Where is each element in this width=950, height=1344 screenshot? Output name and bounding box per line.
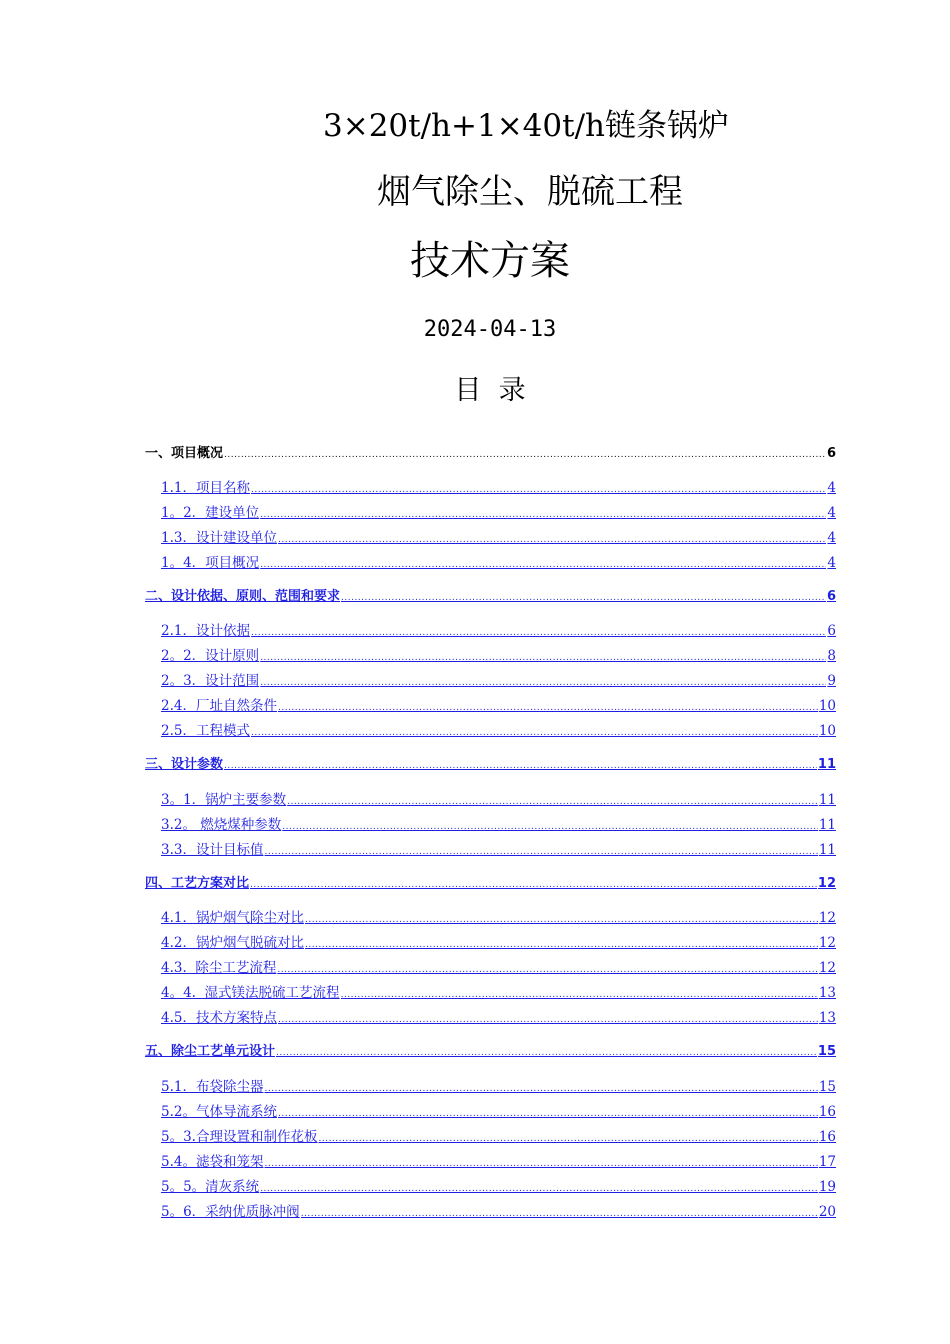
toc-page-number: 19: [818, 1179, 836, 1195]
toc-label: 5。3.合理设置和制作花板: [161, 1129, 318, 1145]
toc-label: 2。3．设计范围: [161, 673, 260, 689]
toc-entry-2-4[interactable]: [161, 697, 836, 715]
toc-entry-5-1[interactable]: [161, 1078, 836, 1096]
toc-entry-4-2[interactable]: [161, 934, 836, 952]
toc-entry-4-5[interactable]: [161, 1009, 836, 1027]
toc-entry-4-1[interactable]: [161, 909, 836, 927]
toc-leader: [264, 841, 817, 861]
toc-label: 5。5。清灰系统: [161, 1179, 260, 1195]
toc-label: 1.3．设计建设单位: [161, 530, 277, 546]
toc-leader: [341, 984, 818, 1004]
toc-leader: [277, 959, 817, 979]
toc-leader: [341, 588, 826, 607]
toc-label: 2。2．设计原则: [161, 648, 260, 664]
toc-page-number: 16: [818, 1129, 836, 1145]
toc-heading: 目 录: [454, 375, 526, 406]
toc-entry-1-2[interactable]: [161, 504, 836, 522]
toc-label: 5.2。气体导流系统: [161, 1104, 277, 1120]
toc-leader: [278, 1103, 818, 1123]
toc-entry-3-3[interactable]: [161, 841, 836, 859]
toc-entry-1-3[interactable]: [161, 529, 836, 547]
toc-entry-5-5[interactable]: [161, 1178, 836, 1196]
toc-label: 五、除尘工艺单元设计: [145, 1044, 276, 1059]
toc-entry-3-2[interactable]: [161, 816, 836, 834]
toc-page-number: 12: [818, 910, 836, 926]
toc-leader: [305, 934, 818, 954]
toc-entry-3-1[interactable]: [161, 791, 836, 809]
toc-page-number: 4: [827, 480, 836, 496]
toc-leader: [260, 672, 826, 692]
toc-page-number: 12: [817, 876, 836, 891]
toc-entry-5-3[interactable]: [161, 1128, 836, 1146]
toc-leader: [260, 504, 826, 524]
toc-page-number: 15: [817, 1044, 836, 1059]
toc-label: 5.4。滤袋和笼架: [161, 1154, 264, 1170]
toc-leader: [224, 445, 826, 464]
toc-page-number: 11: [818, 792, 836, 808]
toc-leader: [278, 1009, 818, 1029]
toc-section-3[interactable]: [145, 756, 836, 774]
toc-label: 4.3. 除尘工艺流程: [161, 960, 277, 976]
toc-label: 1.1．项目名称: [161, 480, 250, 496]
toc-leader: [250, 875, 817, 894]
toc-label: 4.2．锅炉烟气脱硫对比: [161, 935, 304, 951]
toc-entry-5-2[interactable]: [161, 1103, 836, 1121]
toc-page-number: 17: [818, 1154, 836, 1170]
toc-page-number: 8: [827, 648, 836, 664]
document-date: 2024-04-13: [423, 317, 557, 342]
toc-label: 1。2．建设单位: [161, 505, 260, 521]
toc-entry-4-4[interactable]: [161, 984, 836, 1002]
toc-page-number: 4: [827, 505, 836, 521]
toc-entry-2-1[interactable]: [161, 622, 836, 640]
toc-page-number: 15: [818, 1079, 836, 1095]
toc-page-number: 6: [826, 589, 836, 604]
toc-label: 四、工艺方案对比: [145, 876, 250, 891]
toc-leader: [224, 756, 817, 775]
toc-page-number: 12: [818, 935, 836, 951]
toc-leader: [282, 816, 818, 836]
toc-page-number: 11: [817, 757, 836, 772]
toc-entry-5-4[interactable]: [161, 1153, 836, 1171]
toc-leader: [251, 722, 818, 742]
toc-label: 3.2。 燃烧煤种参数: [161, 817, 282, 833]
toc-label: 5。6．采纳优质脉冲阀: [161, 1204, 300, 1220]
toc-label: 3.3．设计目标值: [161, 842, 264, 858]
toc-leader: [305, 909, 818, 929]
toc-entry-5-6[interactable]: [161, 1203, 836, 1221]
toc-leader: [260, 1178, 818, 1198]
toc-page-number: 6: [827, 623, 836, 639]
toc-leader: [276, 1043, 817, 1062]
toc-label: 2.1．设计依据: [161, 623, 250, 639]
toc-label: 4.1．锅炉烟气除尘对比: [161, 910, 304, 926]
document-title-line-3: 技术方案: [410, 238, 570, 284]
toc-section-1[interactable]: [145, 445, 836, 463]
toc-label: 二、设计依据、原则、范围和要求: [145, 589, 341, 604]
toc-page-number: 20: [818, 1204, 836, 1220]
toc-leader: [264, 1153, 817, 1173]
toc-label: 一、项目概况: [145, 446, 224, 461]
toc-label: 2.4．厂址自然条件: [161, 698, 277, 714]
toc-entry-2-2[interactable]: [161, 647, 836, 665]
toc-page-number: 13: [818, 1010, 836, 1026]
toc-leader: [278, 529, 826, 549]
toc-page-number: 12: [818, 960, 836, 976]
toc-page-number: 13: [818, 985, 836, 1001]
toc-leader: [251, 622, 826, 642]
toc-entry-2-5[interactable]: [161, 722, 836, 740]
toc-leader: [278, 697, 818, 717]
toc-leader: [264, 1078, 817, 1098]
toc-page-number: 6: [826, 446, 836, 461]
toc-label: 4.5．技术方案特点: [161, 1010, 277, 1026]
toc-entry-2-3[interactable]: [161, 672, 836, 690]
toc-page-number: 4: [827, 555, 836, 571]
toc-leader: [301, 1203, 818, 1223]
toc-page-number: 11: [818, 817, 836, 833]
toc-section-2[interactable]: [145, 588, 836, 606]
toc-page-number: 9: [827, 673, 836, 689]
toc-label: 3。1．锅炉主要参数: [161, 792, 287, 808]
document-title-line-2: 烟气除尘、脱硫工程: [377, 172, 683, 212]
toc-leader: [287, 791, 818, 811]
toc-section-5[interactable]: [145, 1043, 836, 1061]
toc-leader: [318, 1128, 817, 1148]
toc-page-number: 11: [818, 842, 836, 858]
toc-page-number: 10: [818, 723, 836, 739]
toc-page-number: 10: [818, 698, 836, 714]
toc-entry-1-4[interactable]: [161, 554, 836, 572]
toc-label: 2.5．工程模式: [161, 723, 250, 739]
toc-leader: [260, 554, 826, 574]
toc-label: 1。4．项目概况: [161, 555, 260, 571]
document-title-line-1: 3×20t/h+1×40t/h链条锅炉: [323, 108, 729, 144]
toc-entry-4-3[interactable]: [161, 959, 836, 977]
toc-label: 4。4. 湿式镁法脱硫工艺流程: [161, 985, 340, 1001]
toc-leader: [260, 647, 826, 667]
toc-entry-1-1[interactable]: [161, 479, 836, 497]
toc-section-4[interactable]: [145, 875, 836, 893]
toc-label: 5.1．布袋除尘器: [161, 1079, 264, 1095]
toc-label: 三、设计参数: [145, 757, 224, 772]
toc-page-number: 4: [827, 530, 836, 546]
toc-page-number: 16: [818, 1104, 836, 1120]
toc-leader: [251, 479, 826, 499]
